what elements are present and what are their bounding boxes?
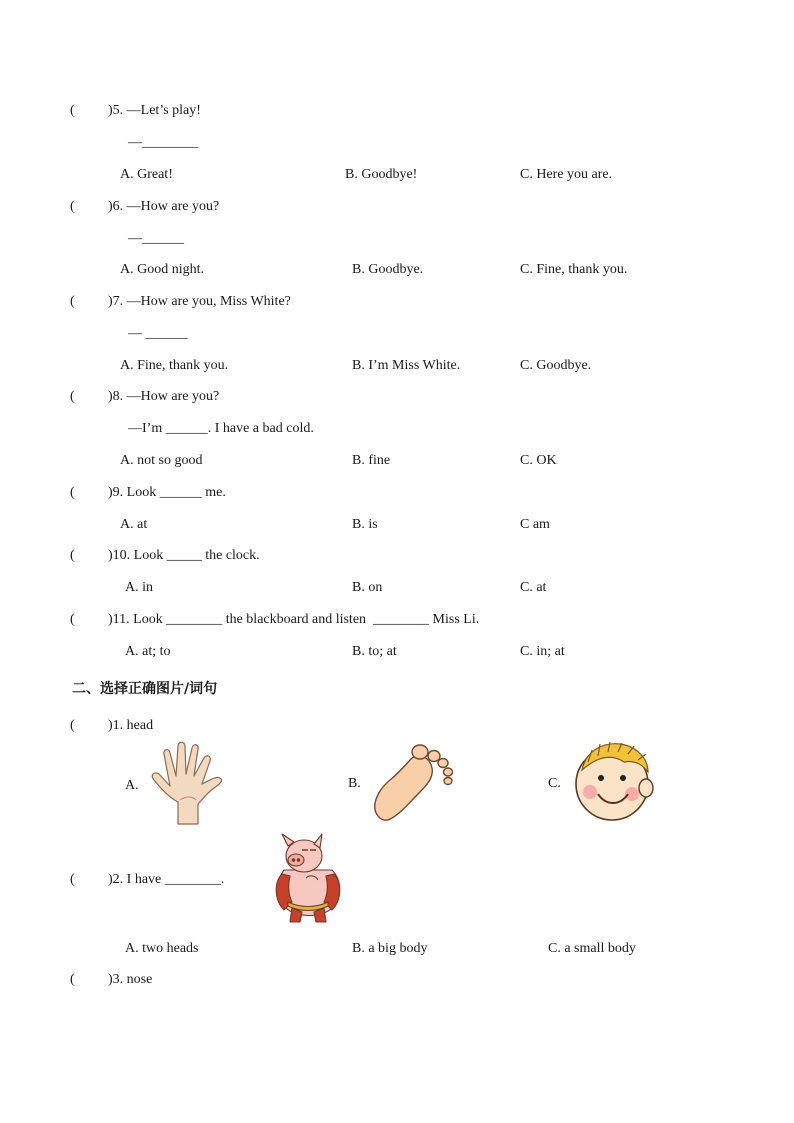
question-8-stem: )8. —How are you? bbox=[108, 389, 220, 404]
answer-paren[interactable]: ( bbox=[70, 872, 75, 887]
question-7-reply: — ______ bbox=[128, 326, 188, 341]
option-b[interactable]: B. on bbox=[352, 580, 383, 595]
answer-paren[interactable]: ( bbox=[70, 485, 75, 500]
question-8-reply: —I’m ______. I have a bad cold. bbox=[128, 421, 314, 436]
option-a[interactable]: A. not so good bbox=[120, 453, 203, 468]
foot-image[interactable] bbox=[368, 742, 456, 824]
hand-image[interactable] bbox=[148, 740, 224, 826]
option-c[interactable]: C. bbox=[548, 776, 561, 791]
question-9-stem: )9. Look ______ me. bbox=[108, 485, 226, 500]
option-c[interactable]: C. Here you are. bbox=[520, 167, 613, 182]
question-5-reply: —________ bbox=[128, 135, 198, 150]
picture-question-1-stem: )1. head bbox=[108, 718, 154, 733]
question-10-stem: )10. Look _____ the clock. bbox=[108, 548, 260, 563]
option-c[interactable]: C. a small body bbox=[548, 941, 636, 956]
face-image[interactable] bbox=[568, 740, 660, 824]
option-b[interactable]: B. Goodbye. bbox=[352, 262, 424, 277]
answer-paren[interactable]: ( bbox=[70, 199, 75, 214]
option-a[interactable]: A. two heads bbox=[125, 941, 199, 956]
answer-paren[interactable]: ( bbox=[70, 612, 75, 627]
option-c[interactable]: C am bbox=[520, 517, 550, 532]
option-a[interactable]: A. Good night. bbox=[120, 262, 204, 277]
option-c[interactable]: C. OK bbox=[520, 453, 557, 468]
answer-paren[interactable]: ( bbox=[70, 548, 75, 563]
question-5-stem: )5. —Let’s play! bbox=[108, 103, 201, 118]
answer-paren[interactable]: ( bbox=[70, 718, 75, 733]
answer-paren[interactable]: ( bbox=[70, 389, 75, 404]
option-c[interactable]: C. at bbox=[520, 580, 547, 595]
answer-paren[interactable]: ( bbox=[70, 972, 75, 987]
question-6-reply: —______ bbox=[128, 231, 184, 246]
picture-question-2-stem: )2. I have ________. bbox=[108, 872, 225, 887]
option-b[interactable]: B. bbox=[348, 776, 361, 791]
option-c[interactable]: C. Goodbye. bbox=[520, 358, 592, 373]
option-b[interactable]: B. fine bbox=[352, 453, 391, 468]
option-c[interactable]: C. Fine, thank you. bbox=[520, 262, 628, 277]
picture-question-3-stem: )3. nose bbox=[108, 972, 153, 987]
option-a[interactable]: A. Fine, thank you. bbox=[120, 358, 229, 373]
answer-paren[interactable]: ( bbox=[70, 103, 75, 118]
option-a[interactable]: A. Great! bbox=[120, 167, 173, 182]
section-heading: 二、选择正确图片/词句 bbox=[72, 681, 218, 697]
pig-image bbox=[266, 832, 350, 926]
option-a[interactable]: A. bbox=[125, 778, 139, 793]
option-c[interactable]: C. in; at bbox=[520, 644, 565, 659]
option-a[interactable]: A. at bbox=[120, 517, 148, 532]
option-b[interactable]: B. I’m Miss White. bbox=[352, 358, 461, 373]
option-a[interactable]: A. at; to bbox=[125, 644, 171, 659]
option-a[interactable]: A. in bbox=[125, 580, 153, 595]
question-7-stem: )7. —How are you, Miss White? bbox=[108, 294, 291, 309]
option-b[interactable]: B. a big body bbox=[352, 941, 428, 956]
option-b[interactable]: B. to; at bbox=[352, 644, 397, 659]
question-6-stem: )6. —How are you? bbox=[108, 199, 220, 214]
question-11-stem: )11. Look ________ the blackboard and listen ________ Miss Li. bbox=[108, 612, 480, 627]
option-b[interactable]: B. Goodbye! bbox=[345, 167, 418, 182]
answer-paren[interactable]: ( bbox=[70, 294, 75, 309]
option-b[interactable]: B. is bbox=[352, 517, 378, 532]
